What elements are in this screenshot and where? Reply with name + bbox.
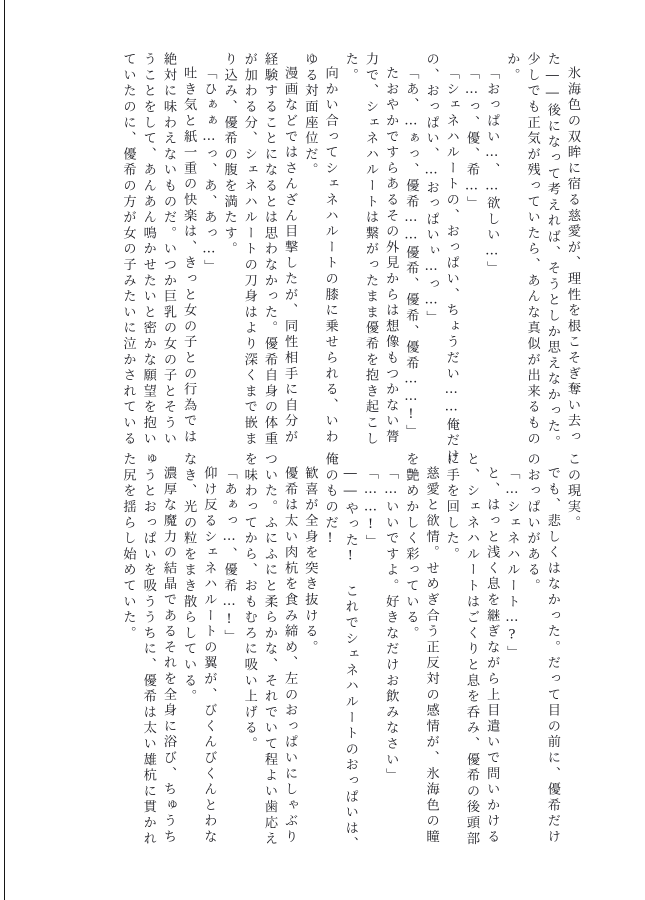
text-line: 漫画などではさんざん目撃したが、同性相手に自分が <box>282 66 298 446</box>
text-line: ゆる対面座位だ。 <box>302 52 318 179</box>
text-line: 「…っ、優、希…」 <box>463 66 479 212</box>
text-line: 「…いいですよ。好きなだけお飲みなさい」 <box>383 466 399 784</box>
text-line: 吐き気と紙一重の快楽は、きっと女の子との行為では <box>181 66 197 446</box>
text-line: が加わる分、シェネハルートの刀身はより深くまで嵌ま <box>241 52 257 447</box>
text-line: か。 <box>504 52 520 84</box>
text-line: り込み、優希の腹を満たす。 <box>221 52 237 258</box>
text-line: 「シェネハルートの、おっぱい、ちょうだい……俺だけ <box>443 66 459 465</box>
text-line: 歓喜が全身を突き抜ける。 <box>302 466 318 656</box>
text-line: ゅうとおっぱいを吸ううちに、優希は太い雄杭に貫かれ <box>140 452 156 847</box>
text-line: 氷海色の双眸に宿る慈愛が、理性を根こそぎ奪い去っ <box>565 66 580 446</box>
upper-text-block <box>112 52 582 465</box>
text-line: 「あ、…ぁっ、優希……優希、優希、優希……!」 <box>403 66 419 441</box>
text-line: この現実。 <box>565 452 580 531</box>
text-line: なき、光の粒をまき散らしている。 <box>181 452 197 705</box>
text-line: 優希は太い肉杭を食み締め、左のおっぱいにしゃぶり <box>282 466 298 846</box>
text-line: でも、悲しくはなかった。だって目の前に、優希だけ <box>544 466 560 846</box>
text-line: 「ひぁぁ…っ、あ、あっ…」 <box>201 66 217 275</box>
text-line: 経験することになるとは思わなかった。優希自身の体重 <box>261 52 277 447</box>
lower-text-block <box>112 452 582 852</box>
text-line: 慈愛と欲情。せめぎ合う正反対の感情が、氷海色の瞳 <box>423 466 439 846</box>
text-line: ついた。ふにふにと柔らかな、それでいて程よい歯応え <box>261 452 277 847</box>
text-line: 仰け反るシェネハルートの翼が、びくんびくんとわな <box>201 466 217 846</box>
text-line: ――やった! これでシェネハルートのおっぱいは、 <box>342 466 358 853</box>
text-line: を味わってから、おもむろに吸い上げる。 <box>241 452 257 753</box>
text-line: を艶めかしく彩っている。 <box>403 452 419 642</box>
text-line: た。 <box>342 52 358 84</box>
text-line: と、はっと浅く息を継ぎながら上目遣いで問いかける <box>484 466 500 846</box>
text-line: うことをして、あんあん鳴かせたいと密かな願望を抱い <box>140 52 156 447</box>
text-line: た尻を揺らし始めていた。 <box>120 452 136 642</box>
text-line: 絶対に味わえないものだ。いつか巨乳の女の子とそうい <box>160 52 176 447</box>
text-line: たおやかですらあるその外見からは想像もつかない膂 <box>383 66 399 446</box>
text-line: 「…シェネハルート…?」 <box>504 466 520 661</box>
text-line: 「おっぱい…、…欲しい…」 <box>484 66 500 277</box>
text-line: 向かい合ってシェネハルートの膝に乗せられる、いわ <box>322 66 338 446</box>
text-line: 「あぁっ…、優希…!」 <box>221 466 237 646</box>
text-line: と、シェネハルートはごくりと息を呑み、優希の後頭部 <box>463 452 479 847</box>
text-line: 力で、シェネハルートは繋がったまま優希を抱き起こし <box>362 52 378 447</box>
text-line: 俺のものだ! <box>322 452 338 549</box>
binding-edge-line <box>4 0 5 900</box>
text-line: の、おっぱい、…おっぱいぃ…っ…」 <box>423 52 439 326</box>
text-line: 濃厚な魔力の結晶であるそれを全身に浴び、ちゅうち <box>160 466 176 846</box>
text-line: に手を回した。 <box>443 452 459 563</box>
text-line: 「……!」 <box>362 466 378 551</box>
text-line: た――後になって考えれば、そうとしか思えなかった。 <box>544 52 560 451</box>
text-line: ていたのに、優希の方が女の子みたいに泣かされている <box>120 52 136 447</box>
text-line: のおっぱいがある。 <box>524 452 540 595</box>
text-line: 少しでも正気が残っていたら、あんな真似が出来るもの <box>524 52 540 447</box>
